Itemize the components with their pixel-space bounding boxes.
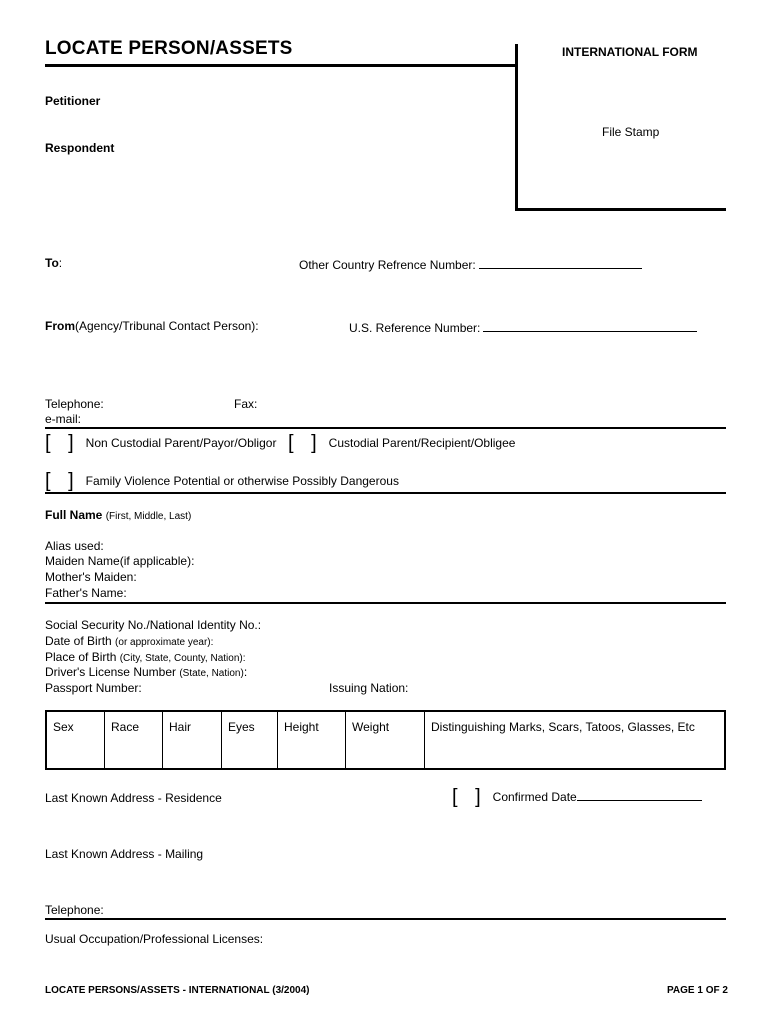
- other-ref-field[interactable]: [299, 256, 642, 272]
- checkbox-bracket[interactable]: [ ]: [452, 786, 487, 808]
- issuing-nation-label: Issuing Nation:: [329, 681, 409, 695]
- mailing-label: Last Known Address - Mailing: [45, 847, 204, 861]
- maiden-label: Maiden Name(if applicable):: [45, 554, 195, 568]
- checkbox-bracket[interactable]: [ ]: [288, 432, 323, 454]
- alias-label: Alias used:: [45, 539, 104, 553]
- page-title: LOCATE PERSON/ASSETS: [45, 38, 293, 59]
- custodial-checkbox[interactable]: [288, 434, 515, 452]
- mothers-maiden-label: Mother's Maiden:: [45, 570, 137, 584]
- us-ref-label: U.S. Reference Number:: [349, 321, 481, 335]
- residence-label: Last Known Address - Residence: [45, 791, 222, 805]
- occupation-label: Usual Occupation/Professional Licenses:: [45, 932, 264, 946]
- non-custodial-label: Non Custodial Parent/Payor/Obligor: [85, 436, 277, 450]
- section-divider: [45, 427, 726, 429]
- us-ref-blank[interactable]: [483, 319, 697, 332]
- title-rule: [45, 64, 516, 67]
- from-label-rest: (Agency/Tribunal Contact Person):: [75, 319, 259, 333]
- race-cell[interactable]: Race: [105, 711, 163, 769]
- footer-page-number: PAGE 1 OF 2: [667, 985, 728, 996]
- physical-description-table: [45, 710, 726, 770]
- confirmed-date-label: Confirmed Date: [492, 790, 577, 804]
- family-violence-checkbox[interactable]: [45, 472, 399, 490]
- sex-cell[interactable]: Sex: [53, 720, 74, 734]
- pob-label: Place of Birth: [45, 650, 117, 664]
- passport-label: Passport Number:: [45, 681, 142, 695]
- checkbox-bracket[interactable]: [ ]: [45, 470, 80, 492]
- weight-cell[interactable]: Weight: [346, 711, 425, 769]
- pob-field: [45, 650, 246, 664]
- full-name-label: Full Name: [45, 508, 103, 522]
- pob-hint: (City, State, County, Nation):: [119, 653, 246, 664]
- email-label: e-mail:: [45, 412, 82, 426]
- stamp-box-left-border: [515, 44, 518, 211]
- to-colon: :: [58, 256, 63, 270]
- petitioner-label: Petitioner: [45, 94, 101, 108]
- fax-label: Fax:: [234, 397, 258, 411]
- family-violence-label: Family Violence Potential or otherwise Possibly Dangerous: [85, 474, 399, 488]
- checkbox-bracket[interactable]: [ ]: [45, 432, 80, 454]
- custodial-label: Custodial Parent/Recipient/Obligee: [328, 436, 516, 450]
- fathers-name-label: Father's Name:: [45, 586, 127, 600]
- full-name-field: [45, 508, 191, 522]
- dl-label: Driver's License Number: [45, 665, 176, 679]
- address-telephone-label: Telephone:: [45, 903, 104, 917]
- dl-colon: :: [243, 665, 248, 679]
- file-stamp-label: File Stamp: [602, 125, 660, 139]
- other-ref-label: Other Country Refrence Number:: [299, 258, 476, 272]
- section-divider: [45, 602, 726, 604]
- stamp-box-bottom-border: [515, 208, 726, 211]
- height-cell[interactable]: Height: [278, 711, 346, 769]
- footer-form-id: LOCATE PERSONS/ASSETS - INTERNATIONAL (3/2004): [45, 985, 310, 996]
- other-ref-blank[interactable]: [479, 256, 642, 269]
- from-field: [45, 319, 259, 333]
- dob-hint: (or approximate year):: [115, 637, 214, 648]
- ssn-label: Social Security No./National Identity No.:: [45, 618, 262, 632]
- from-label: From: [45, 319, 75, 333]
- dob-label: Date of Birth: [45, 634, 112, 648]
- form-type: INTERNATIONAL FORM: [562, 45, 698, 59]
- to-label: To: [45, 256, 59, 270]
- confirmed-date-checkbox[interactable]: [452, 788, 702, 806]
- table-row: [46, 711, 725, 769]
- dl-hint: (State, Nation): [179, 668, 244, 679]
- us-ref-field[interactable]: [349, 319, 697, 335]
- section-divider: [45, 492, 726, 494]
- to-field: [45, 256, 62, 270]
- respondent-label: Respondent: [45, 141, 115, 155]
- eyes-cell[interactable]: Eyes: [222, 711, 278, 769]
- full-name-hint: (First, Middle, Last): [105, 511, 192, 522]
- non-custodial-checkbox[interactable]: [45, 434, 276, 452]
- dl-field: [45, 665, 247, 679]
- dob-field: [45, 634, 213, 648]
- confirmed-date-blank[interactable]: [577, 788, 702, 801]
- telephone-label: Telephone:: [45, 397, 104, 411]
- section-divider: [45, 918, 726, 920]
- distinguishing-marks-cell[interactable]: Distinguishing Marks, Scars, Tatoos, Glasses, Etc: [425, 711, 726, 769]
- hair-cell[interactable]: Hair: [163, 711, 222, 769]
